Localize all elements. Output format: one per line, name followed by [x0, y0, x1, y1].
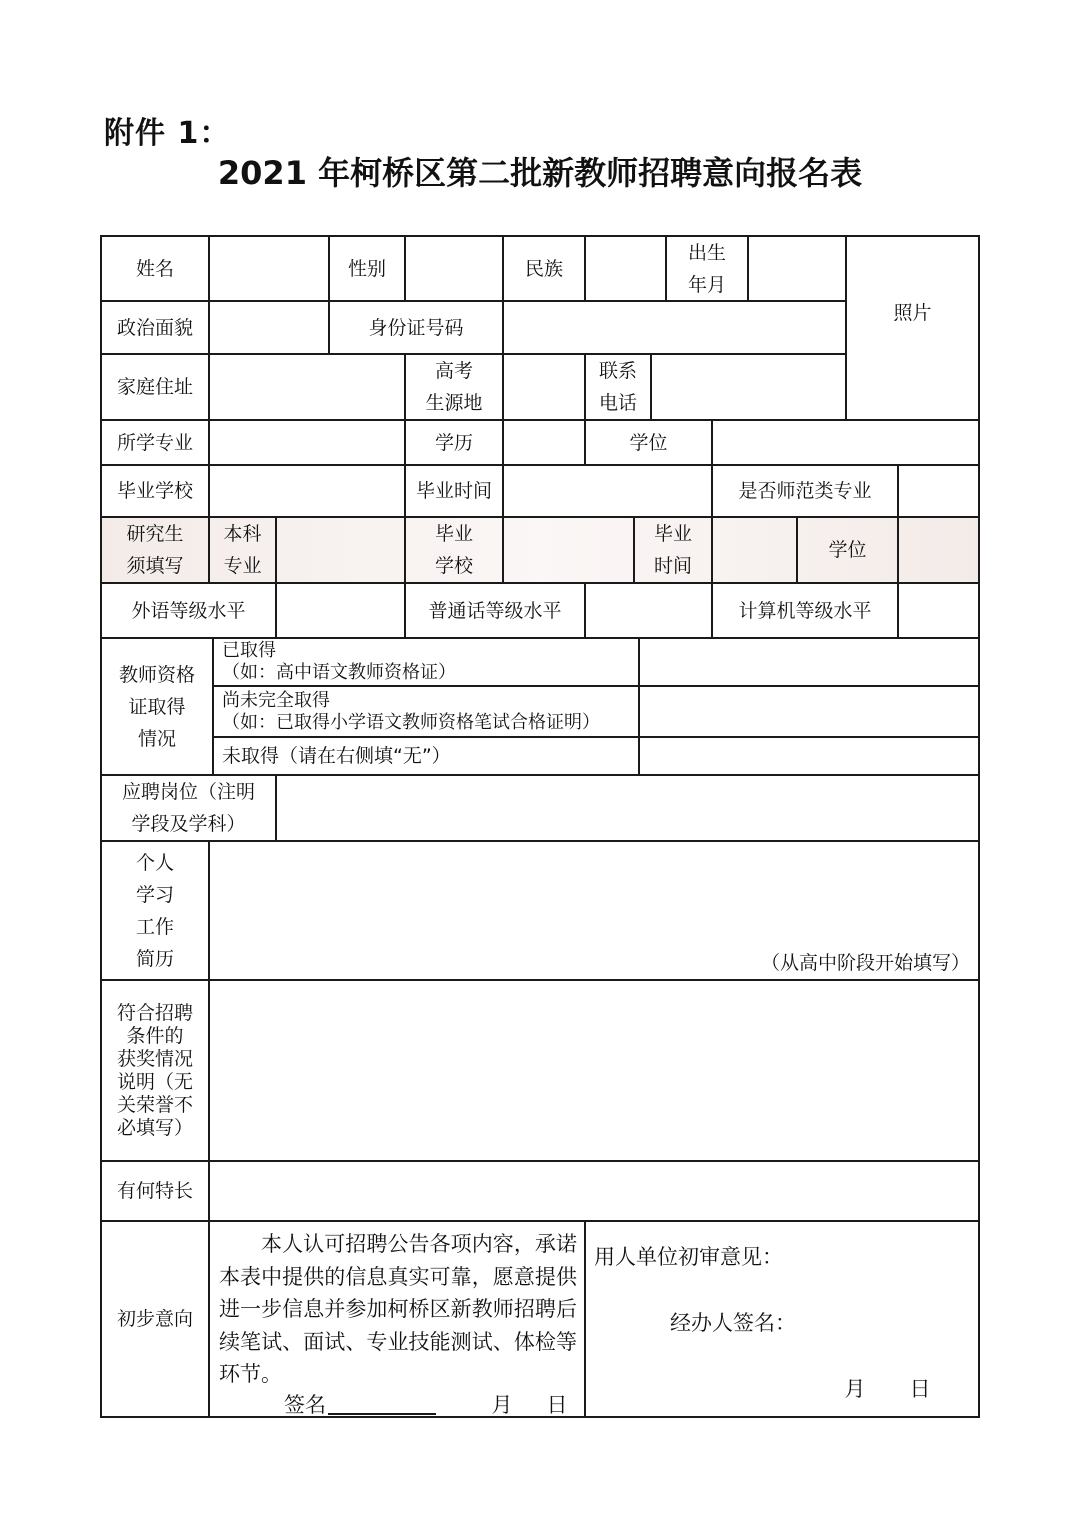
label-graduation-time: 毕业时间	[415, 480, 492, 502]
grid-line	[275, 774, 277, 842]
cert-option-none: 未取得（请在右侧填“无”）	[222, 745, 451, 767]
grid-line	[212, 637, 214, 776]
label-major: 所学专业	[116, 431, 193, 454]
grid-line	[897, 582, 899, 639]
grid-line	[502, 353, 504, 421]
grid-line	[404, 235, 406, 301]
label-home-address: 家庭住址	[116, 376, 193, 398]
label-ug-graduation-time: 毕业 时间	[653, 523, 692, 577]
resume-note: （从高中阶段开始填写）	[760, 952, 970, 974]
label-specialty: 有何特长	[116, 1180, 193, 1202]
label-postgrad-required: 研究生 须填写	[126, 523, 184, 577]
label-foreign-language-level: 外语等级水平	[131, 599, 246, 622]
employer-month: 月	[844, 1377, 866, 1401]
grid-line	[208, 353, 210, 421]
signature-underline	[328, 1413, 436, 1415]
grid-line	[978, 235, 980, 1418]
cert-option-partial: 尚未完全取得 （如：已取得小学语文教师资格笔试合格证明）	[222, 689, 600, 733]
grid-line	[100, 419, 980, 421]
label-ethnicity: 民族	[524, 257, 563, 280]
grid-line	[638, 637, 640, 776]
grid-line	[584, 1220, 586, 1418]
attachment-label: 附件 1：	[104, 116, 231, 151]
label-mandarin-level: 普通话等级水平	[428, 599, 562, 622]
grid-line	[650, 353, 652, 421]
grid-line	[100, 1220, 980, 1222]
grid-line	[584, 582, 586, 639]
label-initial-intent: 初步意向	[116, 1308, 193, 1330]
label-ug-degree: 学位	[828, 539, 867, 561]
label-political-status: 政治面貌	[116, 316, 193, 339]
label-birth-date: 出生 年月	[687, 241, 726, 296]
applicant-day: 日	[546, 1393, 568, 1417]
label-teacher-certificate: 教师资格 证取得 情况	[118, 663, 195, 750]
grid-line	[584, 235, 586, 301]
grid-line	[100, 1160, 980, 1162]
grid-line	[502, 464, 504, 518]
employer-day: 日	[909, 1377, 931, 1401]
label-computer-level: 计算机等级水平	[738, 599, 872, 622]
grid-line	[502, 419, 504, 466]
label-undergrad-major: 本科 专业	[223, 523, 262, 577]
label-gender: 性别	[347, 257, 386, 280]
grid-line	[502, 516, 504, 584]
grid-line	[208, 464, 210, 518]
label-phone: 联系 电话	[598, 360, 637, 414]
grid-line	[100, 979, 980, 981]
label-awards: 符合招聘 条件的 获奖情况 说明（无 关荣誉不 必填写）	[116, 1001, 193, 1139]
label-is-normal-major: 是否师范类专业	[738, 480, 872, 502]
grid-line	[275, 582, 277, 639]
handler-signature-label: 经办人签名：	[670, 1311, 796, 1335]
label-personal-resume: 个人 学习 工作 简历	[135, 851, 174, 970]
cert-option-obtained: 已取得 （如：高中语文教师资格证）	[222, 640, 456, 683]
label-name: 姓名	[135, 257, 174, 280]
signature-label: 签名	[284, 1393, 326, 1417]
grid-line	[100, 1416, 980, 1418]
label-education: 学历	[434, 431, 473, 454]
label-gaokao-origin: 高考 生源地	[425, 360, 483, 414]
label-applied-position: 应聘岗位（注明 学段及学科）	[121, 781, 255, 835]
grid-line	[897, 464, 899, 518]
grid-line	[100, 840, 980, 842]
employer-opinion-label: 用人单位初审意见：	[594, 1245, 783, 1269]
grid-line	[208, 235, 210, 301]
grid-line	[275, 516, 277, 584]
applicant-statement: 本人认可招聘公告各项内容，承诺本表中提供的信息真实可靠，愿意提供进一步信息并参加柯桥区新教师招聘后续笔试、面试、专业技能测试、体检等环节。	[219, 1232, 577, 1386]
label-photo: 照片	[893, 302, 932, 324]
grid-line	[711, 516, 713, 584]
grid-line	[897, 516, 899, 584]
label-degree: 学位	[629, 431, 668, 454]
label-graduate-school: 毕业学校	[116, 480, 193, 502]
label-id-number: 身份证号码	[368, 316, 464, 339]
label-ug-graduate-school: 毕业 学校	[434, 523, 473, 577]
applicant-month: 月	[491, 1393, 513, 1417]
grid-line	[208, 419, 210, 466]
form-title: 2021 年柯桥区第二批新教师招聘意向报名表	[217, 154, 863, 192]
grid-line	[208, 300, 210, 355]
grid-line	[711, 419, 713, 466]
grid-line	[208, 840, 210, 1418]
grid-line	[747, 235, 749, 301]
